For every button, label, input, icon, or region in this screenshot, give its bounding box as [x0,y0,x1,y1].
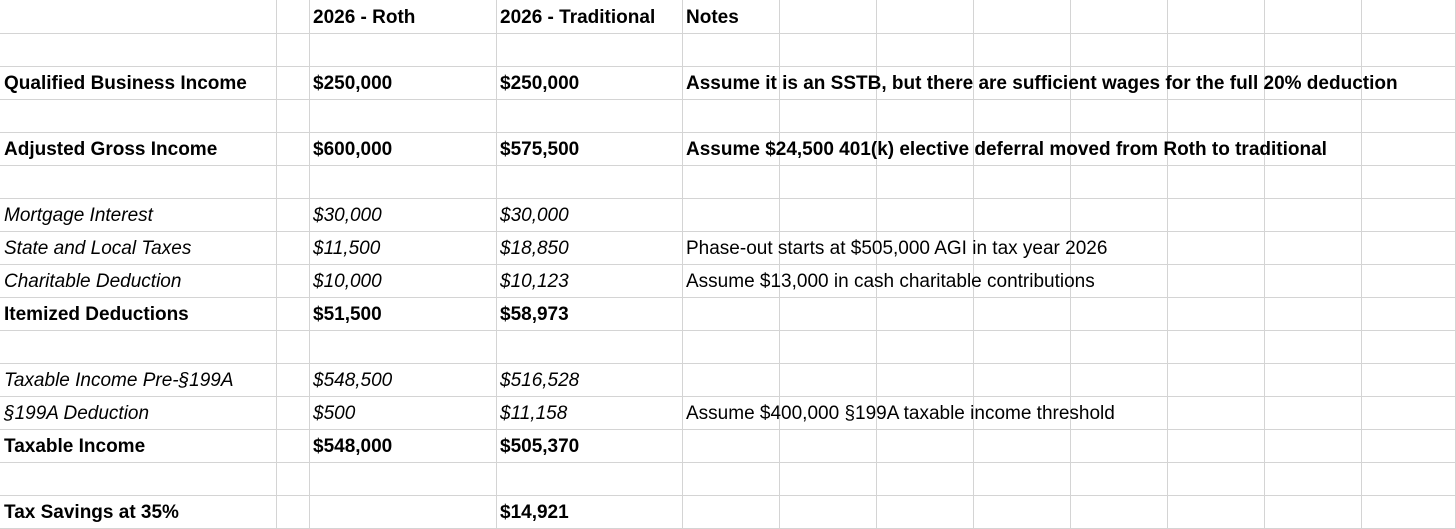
roth-value-cell[interactable]: $548,500 [313,370,393,391]
label-cell[interactable]: Taxable Income Pre-§199A [4,370,234,391]
roth-value-cell[interactable]: $250,000 [313,73,393,94]
roth-value-cell[interactable]: $10,000 [313,271,382,292]
traditional-value-cell[interactable]: $11,158 [500,403,568,424]
roth-value-cell[interactable]: $30,000 [313,205,382,226]
traditional-value-cell[interactable]: $30,000 [500,205,569,226]
roth-value-cell[interactable]: $500 [313,403,356,424]
traditional-value-cell[interactable]: $516,528 [500,370,580,391]
roth-value-cell[interactable]: $11,500 [313,238,381,259]
row-divider [0,297,1456,298]
roth-value-cell[interactable]: $600,000 [313,139,393,160]
label-cell[interactable]: Itemized Deductions [4,304,189,325]
row-divider [0,363,1456,364]
label-cell[interactable]: Tax Savings at 35% [4,502,179,523]
row-divider [0,165,1456,166]
roth-value-cell[interactable]: $51,500 [313,304,382,325]
traditional-value-cell[interactable]: $14,921 [500,502,569,523]
row-divider [0,231,1456,232]
note-cell[interactable]: Assume $400,000 §199A taxable income threshold [686,403,1115,424]
note-cell[interactable]: Assume $24,500 401(k) elective deferral moved from Roth to traditional [686,139,1327,160]
label-cell[interactable]: Charitable Deduction [4,271,182,292]
label-cell[interactable]: Taxable Income [4,436,146,457]
row-divider [0,429,1456,430]
row-divider [0,99,1456,100]
traditional-value-cell[interactable]: $505,370 [500,436,580,457]
traditional-value-cell[interactable]: $250,000 [500,73,580,94]
header-cell-roth[interactable]: 2026 - Roth [313,7,416,28]
label-cell[interactable]: State and Local Taxes [4,238,192,259]
label-cell[interactable]: Adjusted Gross Income [4,139,218,160]
row-divider [0,462,1456,463]
label-cell[interactable]: Qualified Business Income [4,73,247,94]
label-cell[interactable]: Mortgage Interest [4,205,153,226]
row-divider [0,330,1456,331]
row-divider [0,495,1456,496]
row-divider [0,264,1456,265]
row-divider [0,33,1456,34]
note-cell[interactable]: Assume it is an SSTB, but there are sufficient wages for the full 20% deduction [686,73,1398,94]
traditional-value-cell[interactable]: $18,850 [500,238,569,259]
header-cell-notes[interactable]: Notes [686,7,739,28]
traditional-value-cell[interactable]: $10,123 [500,271,569,292]
traditional-value-cell[interactable]: $58,973 [500,304,569,325]
header-cell-traditional[interactable]: 2026 - Traditional [500,7,656,28]
note-cell[interactable]: Phase-out starts at $505,000 AGI in tax year 2026 [686,238,1108,259]
row-divider [0,132,1456,133]
roth-value-cell[interactable]: $548,000 [313,436,393,457]
traditional-value-cell[interactable]: $575,500 [500,139,580,160]
label-cell[interactable]: §199A Deduction [4,403,150,424]
row-divider [0,396,1456,397]
row-divider [0,66,1456,67]
note-cell[interactable]: Assume $13,000 in cash charitable contributions [686,271,1095,292]
row-divider [0,198,1456,199]
